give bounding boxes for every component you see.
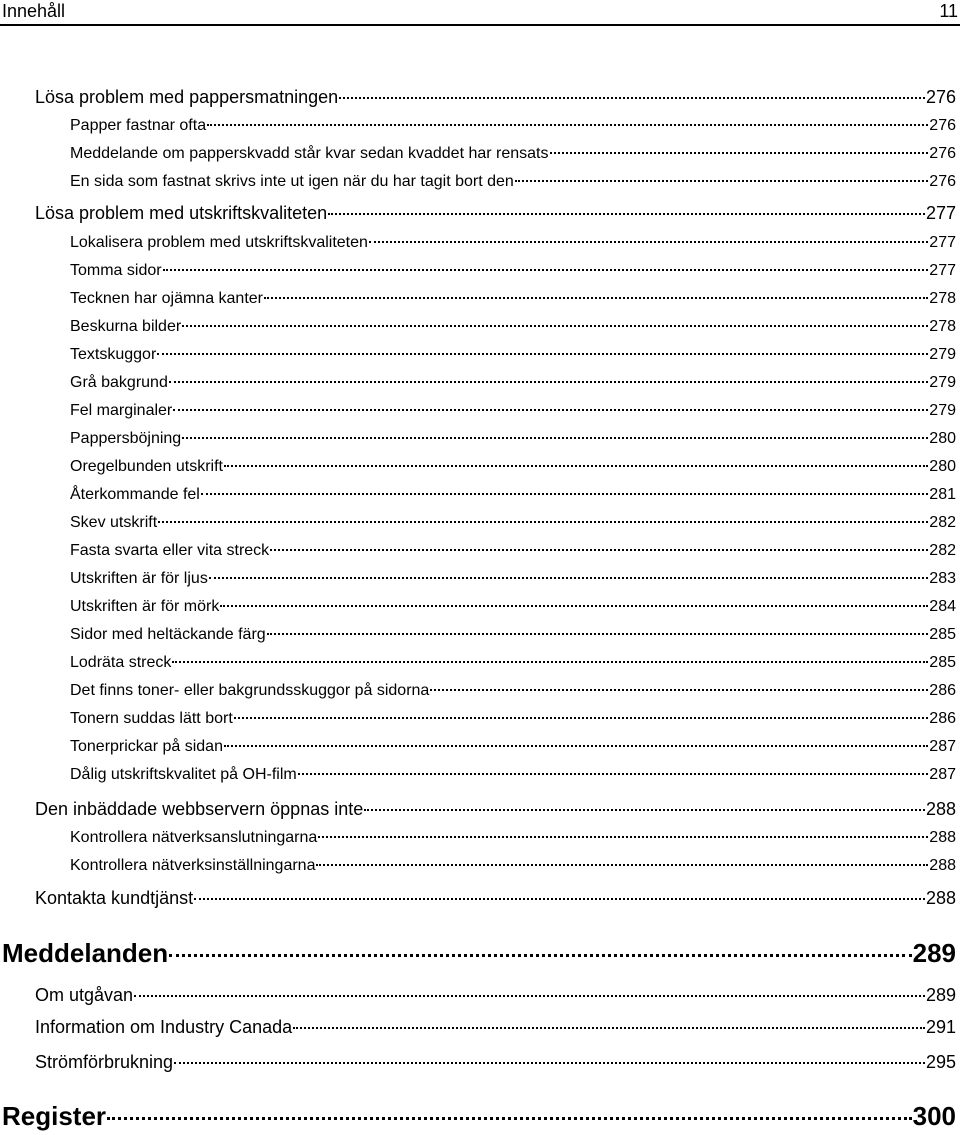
toc-entry-page: 300	[912, 1101, 956, 1131]
toc-entry-page: 280	[929, 430, 956, 447]
dot-leader	[163, 269, 929, 271]
toc-entry-page: 278	[929, 290, 956, 307]
dot-leader	[224, 745, 928, 747]
toc-entry[interactable]	[70, 428, 956, 450]
toc-entry-label: Sidor med heltäckande färg	[70, 626, 266, 643]
toc-entry-label: Strömförbrukning	[35, 1052, 174, 1072]
toc-entry[interactable]	[70, 260, 956, 282]
toc-entry-page: 291	[925, 1017, 956, 1037]
toc-entry[interactable]	[70, 232, 956, 254]
toc-entry-label: Pappersböjning	[70, 430, 182, 447]
toc-entry-label: Det finns toner- eller bakgrundsskuggor på sidorna	[70, 682, 430, 699]
toc-entry-page: 277	[929, 234, 956, 251]
toc-entry-page: 286	[929, 682, 956, 699]
toc-entry-label: Meddelanden	[2, 938, 169, 968]
toc-entry[interactable]	[70, 372, 956, 394]
dot-leader	[207, 124, 928, 126]
toc-entry-page: 276	[929, 145, 956, 162]
header-title: Innehåll	[2, 1, 66, 21]
toc-entry-label: Återkommande fel	[70, 486, 200, 503]
dot-leader	[201, 493, 928, 495]
toc-entry-page: 285	[929, 626, 956, 643]
toc-entry[interactable]	[70, 344, 956, 366]
toc-entry[interactable]	[70, 288, 956, 310]
dot-leader	[515, 180, 929, 182]
toc-entry[interactable]	[35, 201, 956, 225]
toc-entry[interactable]	[70, 736, 956, 758]
dot-leader	[194, 898, 925, 900]
dot-leader	[369, 241, 928, 243]
toc-entry-page: 287	[929, 738, 956, 755]
dot-leader	[316, 864, 928, 866]
toc-entry-label: En sida som fastnat skrivs inte ut igen när du har tagit bort den	[70, 173, 514, 190]
toc-entry[interactable]	[70, 855, 956, 877]
toc-entry-page: 289	[912, 938, 956, 968]
toc-entry-page: 282	[929, 514, 956, 531]
toc-entry[interactable]	[70, 484, 956, 506]
dot-leader	[134, 995, 925, 997]
toc-entry-label: Beskurna bilder	[70, 318, 182, 335]
header-page-number: 11	[939, 1, 958, 21]
toc-entry-label: Lokalisera problem med utskriftskvaliteten	[70, 234, 368, 251]
toc-entry-label: Oregelbunden utskrift	[70, 458, 223, 475]
toc-entry-label: Dålig utskriftskvalitet på OH-film	[70, 766, 297, 783]
toc-entry-label: Papper fastnar ofta	[70, 117, 207, 134]
dot-leader	[107, 1117, 912, 1120]
toc-entry-page: 288	[929, 829, 956, 846]
dot-leader	[298, 773, 929, 775]
toc-entry-page: 277	[925, 203, 956, 223]
toc-entry[interactable]	[35, 85, 956, 109]
toc-entry[interactable]	[70, 680, 956, 702]
toc-entry-label: Fel marginaler	[70, 402, 173, 419]
toc-entry-page: 276	[929, 173, 956, 190]
toc-entry-page: 281	[929, 486, 956, 503]
toc-entry-page: 276	[929, 117, 956, 134]
toc-entry[interactable]	[2, 1100, 956, 1132]
toc-entry[interactable]	[2, 937, 956, 969]
toc-entry-label: Grå bakgrund	[70, 374, 168, 391]
dot-leader	[364, 809, 925, 811]
toc-entry-label: Lösa problem med utskriftskvaliteten	[35, 203, 328, 223]
toc-entry[interactable]	[70, 827, 956, 849]
toc-entry[interactable]	[70, 764, 956, 786]
dot-leader	[174, 1062, 925, 1064]
dot-leader	[172, 661, 928, 663]
dot-leader	[182, 325, 928, 327]
toc-entry-label: Register	[2, 1101, 107, 1131]
toc-entry-label: Tonern suddas lätt bort	[70, 710, 233, 727]
toc-entry-label: Utskriften är för mörk	[70, 598, 220, 615]
toc-entry-page: 286	[929, 710, 956, 727]
toc-entry-page: 288	[925, 888, 956, 908]
dot-leader	[267, 633, 929, 635]
dot-leader	[157, 353, 928, 355]
dot-leader	[169, 954, 911, 957]
toc-entry[interactable]	[70, 143, 956, 165]
toc-entry-label: Kontrollera nätverksanslutningarna	[70, 829, 318, 846]
toc-entry[interactable]	[70, 512, 956, 534]
dot-leader	[234, 717, 929, 719]
toc-entry[interactable]	[70, 456, 956, 478]
dot-leader	[173, 409, 928, 411]
toc-entry-label: Lösa problem med pappersmatningen	[35, 87, 339, 107]
dot-leader	[328, 213, 925, 215]
toc-entry[interactable]	[70, 171, 956, 193]
dot-leader	[209, 577, 928, 579]
toc-entry-label: Meddelande om papperskvadd står kvar sedan kvaddet har rensats	[70, 145, 549, 162]
toc-entry-page: 288	[925, 799, 956, 819]
toc-entry-page: 284	[929, 598, 956, 615]
toc-entry-label: Utskriften är för ljus	[70, 570, 208, 587]
toc-entry[interactable]	[35, 797, 956, 821]
dot-leader	[182, 437, 928, 439]
toc-entry-label: Den inbäddade webbservern öppnas inte	[35, 799, 364, 819]
toc-entry[interactable]	[35, 886, 956, 910]
dot-leader	[550, 152, 929, 154]
toc-entry[interactable]	[70, 708, 956, 730]
toc-entry-label: Textskuggor	[70, 346, 157, 363]
dot-leader	[430, 689, 928, 691]
toc-entry[interactable]	[35, 983, 956, 1007]
toc-entry-page: 276	[925, 87, 956, 107]
toc-entry-label: Tecknen har ojämna kanter	[70, 290, 263, 307]
toc-entry-label: Kontrollera nätverksinställningarna	[70, 857, 316, 874]
toc-entry-label: Kontakta kundtjänst	[35, 888, 194, 908]
page-header	[0, 0, 960, 26]
toc-entry-page: 283	[929, 570, 956, 587]
toc-entry-page: 289	[925, 985, 956, 1005]
toc-entry-page: 295	[925, 1052, 956, 1072]
dot-leader	[220, 605, 928, 607]
toc-entry-page: 279	[929, 374, 956, 391]
toc-entry-page: 280	[929, 458, 956, 475]
toc-entry-page: 282	[929, 542, 956, 559]
toc-entry[interactable]	[70, 400, 956, 422]
toc-entry-page: 278	[929, 318, 956, 335]
toc-entry-page: 288	[929, 857, 956, 874]
dot-leader	[169, 381, 928, 383]
dot-leader	[318, 836, 928, 838]
toc-entry[interactable]	[70, 568, 956, 590]
toc-entry-page: 285	[929, 654, 956, 671]
toc-entry[interactable]	[70, 624, 956, 646]
dot-leader	[224, 465, 928, 467]
dot-leader	[339, 97, 925, 99]
toc-entry-label: Information om Industry Canada	[35, 1017, 293, 1037]
toc-entry-page: 279	[929, 402, 956, 419]
toc-entry[interactable]	[35, 1015, 956, 1039]
dot-leader	[270, 549, 928, 551]
toc-entry-label: Fasta svarta eller vita streck	[70, 542, 270, 559]
toc-entry-page: 277	[929, 262, 956, 279]
toc-entry-page: 279	[929, 346, 956, 363]
toc-entry[interactable]	[35, 1050, 956, 1074]
toc-entry-page: 287	[929, 766, 956, 783]
toc-entry-label: Lodräta streck	[70, 654, 172, 671]
toc-entry-label: Skev utskrift	[70, 514, 158, 531]
dot-leader	[293, 1027, 925, 1029]
toc-entry[interactable]	[70, 652, 956, 674]
toc-entry[interactable]	[70, 540, 956, 562]
dot-leader	[158, 521, 928, 523]
toc-entry[interactable]	[70, 596, 956, 618]
toc-entry-label: Om utgåvan	[35, 985, 134, 1005]
dot-leader	[264, 297, 928, 299]
toc-entry[interactable]	[70, 115, 956, 137]
toc-entry-label: Tonerprickar på sidan	[70, 738, 223, 755]
toc-entry-label: Tomma sidor	[70, 262, 162, 279]
toc-entry[interactable]	[70, 316, 956, 338]
